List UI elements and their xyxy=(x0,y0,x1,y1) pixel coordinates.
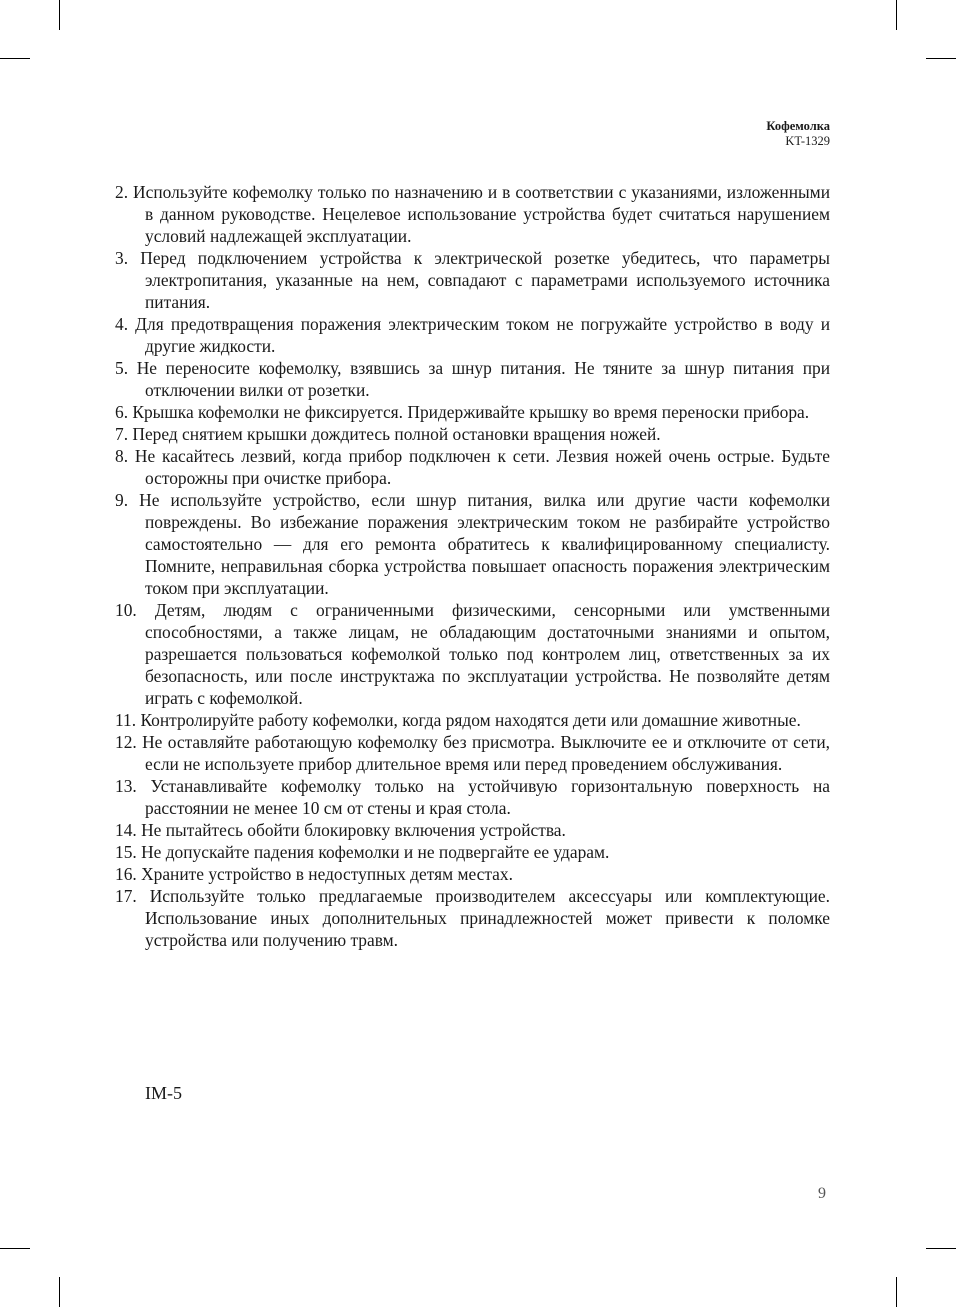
crop-mark-top-right-v xyxy=(896,0,897,30)
list-item: 16. Храните устройство в недоступных детям местах. xyxy=(115,864,513,884)
safety-instructions-list xyxy=(115,181,830,951)
list-item: 14. Не пытайтесь обойти блокировку включения устройства. xyxy=(115,820,566,840)
crop-mark-bottom-right-v xyxy=(896,1277,897,1307)
page-number: 9 xyxy=(818,1185,826,1202)
crop-mark-top-right-h xyxy=(926,58,956,59)
list-item: 7. Перед снятием крышки дождитесь полной остановки вращения ножей. xyxy=(115,424,661,444)
header-model: KT-1329 xyxy=(785,134,830,148)
running-header xyxy=(766,119,830,149)
crop-mark-bottom-right-h xyxy=(926,1248,956,1249)
list-item: 5. Не переносите кофемолку, взявшись за шнур питания. Не тяните за шнур питания при отключении вилки от розетки. xyxy=(115,358,830,400)
crop-mark-bottom-left-h xyxy=(0,1248,30,1249)
crop-mark-top-left-h xyxy=(0,58,30,59)
list-item: 17. Используйте только предлагаемые производителем аксессуары или комплектующие. Использование иных дополнительных принадлежностей может привести к поломке устройства или получению травм. xyxy=(115,886,830,950)
list-item: 8. Не касайтесь лезвий, когда прибор подключен к сети. Лезвия ножей очень острые. Будьте осторожны при очистке прибора. xyxy=(115,446,830,488)
header-title: Кофемолка xyxy=(766,119,830,133)
list-item: 15. Не допускайте падения кофемолки и не подвергайте ее ударам. xyxy=(115,842,610,862)
list-item: 12. Не оставляйте работающую кофемолку без присмотра. Выключите ее и отключите от сети, если не используете прибор длительное время или перед проведением обслуживания. xyxy=(115,732,830,774)
list-item: 6. Крышка кофемолки не фиксируется. Придерживайте крышку во время переноски прибора. xyxy=(115,402,810,422)
list-item: 2. Используйте кофемолку только по назначению и в соответствии с указаниями, изложенными в данном руководстве. Нецелевое использование устройства будет считаться нарушением условий надлежащей эксплуатации. xyxy=(115,182,830,246)
document-code: IM-5 xyxy=(145,1083,182,1103)
list-item: 4. Для предотвращения поражения электрическим током не погружайте устройство в воду и другие жидкости. xyxy=(115,314,830,356)
list-item: 10. Детям, людям с ограниченными физическими, сенсорными или умственными способностями, а также лицам, не обладающим достаточными знаниями и опытом, разрешается пользоваться кофемолкой только под контролем лиц, ответственных за их безопасность, или после инструктажа по эксплуатации устройства. Не позволяйте детям играть с кофемолкой. xyxy=(115,600,830,708)
crop-mark-top-left-v xyxy=(59,0,60,30)
list-item: 9. Не используйте устройство, если шнур питания, вилка или другие части кофемолки повреждены. Во избежание поражения электрическим током не разбирайте устройство самостоятельно — для его ремонта обратитесь к квалифицированному специалисту. Помните, неправильная сборка устройства повышает опасность поражения электрическим током при эксплуатации. xyxy=(115,490,830,598)
list-item: 11. Контролируйте работу кофемолки, когда рядом находятся дети или домашние животные. xyxy=(115,710,801,730)
list-item: 13. Устанавливайте кофемолку только на устойчивую горизонтальную поверхность на расстоянии не менее 10 см от стены и края стола. xyxy=(115,776,830,818)
crop-mark-bottom-left-v xyxy=(59,1277,60,1307)
list-item: 3. Перед подключением устройства к электрической розетке убедитесь, что параметры электропитания, указанные на нем, совпадают с параметрами используемого источника питания. xyxy=(115,248,830,312)
